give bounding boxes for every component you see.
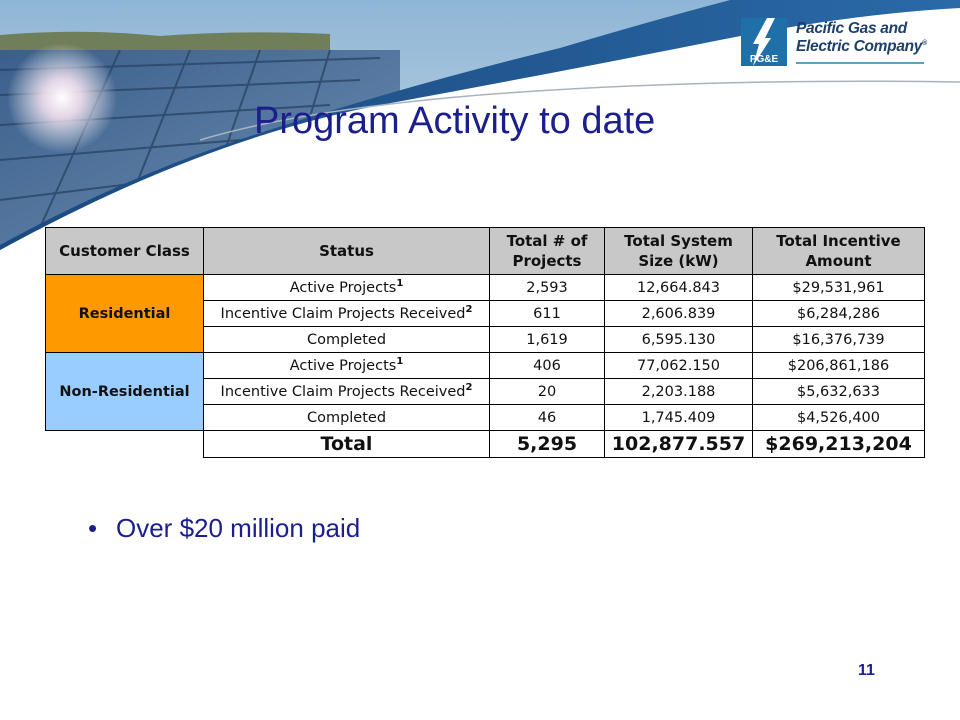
- header-customer-class: Customer Class: [46, 228, 204, 275]
- projects-cell: 406: [490, 353, 605, 379]
- status-cell: [204, 379, 490, 405]
- table-row: [46, 353, 925, 379]
- customer-class-residential: Residential: [46, 275, 204, 353]
- header-total-system-size-line1: Total System: [624, 232, 733, 250]
- system-size-cell: 12,664.843: [605, 275, 753, 301]
- slide-title: Program Activity to date: [254, 100, 656, 142]
- footnote-marker: 2: [465, 303, 473, 315]
- status-label: Completed: [306, 409, 387, 426]
- incentive-amount-cell: $29,531,961: [753, 275, 925, 301]
- table-total-row: [46, 431, 925, 458]
- bullet-text: Over $20 million paid: [116, 513, 361, 543]
- header-total-incentive-amount-line1: Total Incentive: [776, 232, 901, 250]
- header-total-system-size: [605, 228, 753, 275]
- pge-logo: [741, 18, 931, 70]
- bullet-marker: •: [88, 513, 98, 543]
- header-total-system-size-line2: Size (kW): [638, 252, 719, 270]
- table-header-row: [46, 228, 925, 275]
- status-label: Completed: [306, 331, 387, 348]
- total-blank-cell: [46, 431, 204, 458]
- header-total-incentive-amount: [753, 228, 925, 275]
- system-size-cell: 2,203.188: [605, 379, 753, 405]
- projects-cell: 1,619: [490, 327, 605, 353]
- header-total-projects: [490, 228, 605, 275]
- customer-class-non-residential: Non-Residential: [46, 353, 204, 431]
- projects-cell: 46: [490, 405, 605, 431]
- system-size-cell: 77,062.150: [605, 353, 753, 379]
- logo-company-line1: Pacific Gas and: [796, 20, 907, 37]
- system-size-cell: 6,595.130: [605, 327, 753, 353]
- total-label: Total: [204, 431, 490, 458]
- status-label: Incentive Claim Projects Received: [220, 305, 466, 322]
- status-label: Active Projects: [289, 357, 397, 374]
- logo-underline: [796, 62, 924, 64]
- program-activity-table: [45, 227, 925, 458]
- pge-logo-mark: [741, 18, 787, 66]
- page-number: 11: [858, 662, 875, 679]
- header-total-projects-line2: Projects: [512, 252, 582, 270]
- status-cell: [204, 301, 490, 327]
- footnote-marker: 2: [465, 381, 473, 393]
- status-label: Incentive Claim Projects Received: [220, 383, 466, 400]
- incentive-amount-cell: $5,632,633: [753, 379, 925, 405]
- incentive-amount-cell: $16,376,739: [753, 327, 925, 353]
- logo-company-line2: [796, 38, 927, 56]
- registered-mark: ®: [922, 39, 927, 47]
- status-cell: [204, 327, 490, 353]
- projects-cell: 611: [490, 301, 605, 327]
- incentive-amount-cell: $206,861,186: [753, 353, 925, 379]
- system-size-cell: 1,745.409: [605, 405, 753, 431]
- header-status: Status: [204, 228, 490, 275]
- status-label: Active Projects: [289, 279, 397, 296]
- projects-cell: 2,593: [490, 275, 605, 301]
- footnote-marker: 1: [396, 355, 404, 367]
- incentive-amount-cell: $4,526,400: [753, 405, 925, 431]
- projects-cell: 20: [490, 379, 605, 405]
- header-total-projects-line1: Total # of: [506, 232, 588, 250]
- total-projects: 5,295: [490, 431, 605, 458]
- total-incentive-amount: $269,213,204: [753, 431, 925, 458]
- incentive-amount-cell: $6,284,286: [753, 301, 925, 327]
- status-cell: [204, 353, 490, 379]
- table-row: [46, 275, 925, 301]
- header-total-incentive-amount-line2: Amount: [805, 252, 872, 270]
- total-system-size: 102,877.557: [605, 431, 753, 458]
- system-size-cell: 2,606.839: [605, 301, 753, 327]
- logo-mark-text: PG&E: [749, 54, 779, 65]
- footnote-marker: 1: [396, 277, 404, 289]
- logo-company-line2-text: Electric Company: [796, 38, 923, 55]
- status-cell: [204, 275, 490, 301]
- status-cell: [204, 405, 490, 431]
- bullet-list-item: [88, 513, 360, 544]
